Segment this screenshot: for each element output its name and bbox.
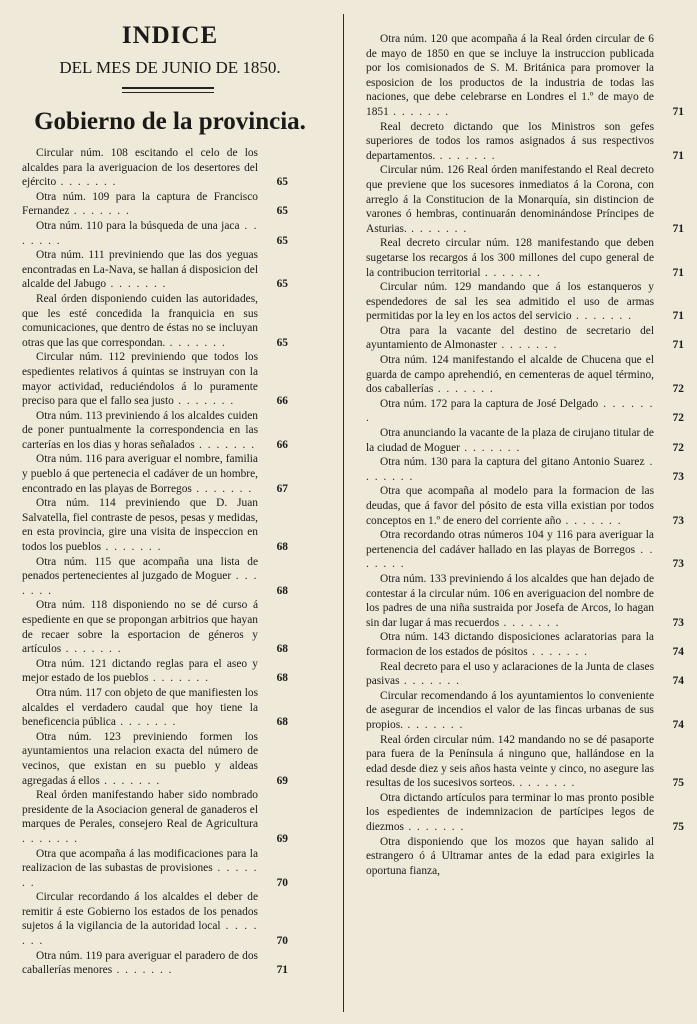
leader-dots: . . . . . . . bbox=[56, 176, 118, 189]
leader-dots: . . . . . . . bbox=[480, 266, 542, 279]
leader-dots: . . . . . . . bbox=[459, 441, 521, 454]
leader-dots: . . . . . . . bbox=[571, 310, 633, 323]
index-entry bbox=[22, 146, 288, 190]
entry-text: Otra para la vacante del destino de secretario del ayuntamiento de Almonaster bbox=[366, 324, 654, 352]
index-entry bbox=[366, 120, 684, 164]
page-number: 72 bbox=[672, 412, 684, 425]
page-number: 70 bbox=[276, 935, 288, 948]
index-entry bbox=[366, 163, 684, 236]
entry-text: Real órden disponiendo cuiden las autoridades, que les esté concedida la franquicia en sus comunicaciones, que dentro de éstas no se incluyan otras que las que correspondan. bbox=[22, 292, 258, 349]
index-entry bbox=[22, 219, 288, 248]
leader-dots: . . . . . . . bbox=[101, 541, 162, 554]
entry-text: Otra núm. 117 con objeto de que manifiesten los alcaldes el verdadero caudal que hoy tiene la beneficencia pública bbox=[22, 686, 258, 729]
page-number: 74 bbox=[672, 645, 684, 658]
index-entry bbox=[22, 686, 288, 730]
index-entry bbox=[366, 572, 684, 630]
leader-dots: . . . . . . . bbox=[191, 482, 253, 495]
index-entry bbox=[366, 353, 684, 397]
leader-dots: . . . . . . . bbox=[115, 716, 177, 729]
entry-text: Circular núm. 126 Real órden manifestando el Real decreto que previene que los sucesores inmediatos á la Corona, con arreglo á la Constitucion de la Monarquía, sin distincion de varones ó hembras, continuarán denominándose Príncipes de Asturias. bbox=[366, 164, 654, 235]
entry-text: Otra núm. 123 previniendo formen los ayuntamientos una relacion exacta del número de vecinos, que existan en su pueblo y aldeas agregadas á ellos bbox=[22, 730, 258, 787]
entry-text: Real decreto para el uso y aclaraciones de la Junta de clases pasivas bbox=[366, 660, 654, 688]
page-number: 74 bbox=[672, 675, 684, 688]
leader-dots: . . . . . . . bbox=[366, 456, 654, 483]
entry-text: Otra dictando artículos para terminar lo mas pronto posible los espedientes de indemnizacion de partícipes legos de diezmos bbox=[366, 791, 654, 834]
entry-text: Circular recomendando á los ayuntamientos lo conveniente de asegurar de incendios el valor de las fincas urbanas de sus propios. bbox=[366, 689, 654, 731]
index-entry bbox=[22, 847, 288, 891]
page-number: 70 bbox=[276, 876, 288, 889]
leader-dots: . . . . . . . bbox=[403, 718, 464, 731]
index-entry bbox=[366, 660, 684, 689]
leader-dots: . . . . . . . bbox=[399, 675, 461, 688]
page-number: 72 bbox=[672, 383, 684, 396]
page-number: 67 bbox=[276, 482, 288, 495]
page-number: 68 bbox=[276, 672, 288, 685]
index-entry bbox=[22, 555, 288, 599]
title-rule bbox=[122, 87, 214, 93]
entry-text: Circular recordando á los alcaldes el deber de remitir á este Gobierno los estados de los penados sujetos á la vigilancia de la autoridad local bbox=[22, 891, 258, 933]
page-number: 73 bbox=[672, 558, 684, 571]
entry-text: Otra núm. 172 para la captura de José Delgado bbox=[380, 397, 599, 410]
entry-text: Real decreto circular núm. 128 manifestando que deben sugetarse los recargos á los 300 millones del cupo general de la contribucion territorial bbox=[366, 237, 654, 279]
index-entry bbox=[22, 350, 288, 408]
index-entry bbox=[22, 890, 288, 948]
index-subtitle: DEL MES DE JUNIO DE 1850. bbox=[59, 58, 281, 77]
index-entry bbox=[22, 657, 288, 686]
page-number: 73 bbox=[672, 616, 684, 629]
leader-dots: . . . . . . . bbox=[112, 964, 174, 977]
index-entry bbox=[366, 324, 684, 353]
column-divider bbox=[343, 14, 344, 1012]
entry-text: Otra que acompaña al modelo para la formacion de las deudas, que á favor del pósito de esta villa existian por todos conceptos en 1.º de enero del corriente año bbox=[366, 485, 654, 527]
page-number: 69 bbox=[276, 774, 288, 787]
entry-text: Circular núm. 129 mandando que á los estanqueros y espendedores de sal les sea admitido el uso de armas permitidas por la ley en los actos del servicio bbox=[366, 281, 654, 323]
page-number: 68 bbox=[276, 643, 288, 656]
page-number: 68 bbox=[276, 716, 288, 729]
index-entry bbox=[366, 426, 684, 455]
page-number: 68 bbox=[276, 584, 288, 597]
page-number: 71 bbox=[276, 964, 288, 977]
leader-dots: . . . . . . . bbox=[173, 395, 235, 408]
entry-text: Otra núm. 130 para la captura del gitano Antonio Suarez bbox=[380, 456, 645, 469]
entry-text: Otra núm. 143 dictando disposiciones aclaratorias para la formacion de los estados de pósitos bbox=[366, 631, 654, 658]
page-number: 66 bbox=[276, 395, 288, 408]
page-number: 71 bbox=[672, 339, 684, 352]
entry-text: Otra núm. 115 que acompaña una lista de penados pertenecientes al juzgado de Moguer bbox=[22, 555, 258, 583]
index-entry bbox=[22, 730, 288, 788]
leader-dots: . . . . . . . bbox=[61, 643, 123, 656]
page-number: 71 bbox=[672, 266, 684, 279]
page-number: 68 bbox=[276, 541, 288, 554]
leader-dots: . . . . . . . bbox=[22, 832, 79, 845]
leader-dots: . . . . . . . bbox=[561, 514, 623, 527]
index-title: INDICE bbox=[121, 22, 219, 49]
index-entry bbox=[22, 248, 288, 292]
entry-text: Otra núm. 113 previniendo á los alcaldes cuiden de poner puntualmente la correspondencia en las carterías en los dias y horas señalados bbox=[22, 409, 258, 451]
page-number: 69 bbox=[276, 832, 288, 845]
leader-dots: . . . . . . . bbox=[499, 616, 561, 629]
leader-dots: . . . . . . . bbox=[99, 774, 161, 787]
entry-text: Otra núm. 119 para averiguar el paradero de dos caballerías menores bbox=[22, 949, 258, 977]
entry-text: Otra anunciando la vacante de la plaza de cirujano titular de la ciudad de Moguer bbox=[366, 427, 654, 454]
page-number: 73 bbox=[672, 470, 684, 483]
leader-dots: . . . . . . . bbox=[388, 105, 450, 118]
entry-text: Otra núm. 109 para la captura de Francisco Fernandez bbox=[22, 190, 258, 218]
index-entry bbox=[366, 791, 684, 835]
entry-text: Otra núm. 121 dictando reglas para el aseo y mejor estado de los pueblos bbox=[22, 657, 258, 685]
page-number: 71 bbox=[672, 310, 684, 323]
index-entry bbox=[366, 280, 684, 324]
leader-dots: . . . . . . . bbox=[165, 336, 227, 349]
entry-text: Otra núm. 133 previniendo á los alcaldes que han dejado de contestar á la circular núm. 106 en averiguacion del nombre de los padres de una niña sustraida por Josefa de Arcos, lo hagan sin dar lugar á mas recuerdos bbox=[366, 572, 654, 629]
leader-dots: . . . . . . . bbox=[22, 219, 258, 247]
leader-dots: . . . . . . . bbox=[106, 278, 168, 291]
entry-text: Otra núm. 111 previniendo que las dos yeguas encontradas en La-Nava, se hallan á disposicion del alcalde del Jabugo bbox=[22, 249, 258, 291]
entry-text: Real órden circular núm. 142 mandando no se dé pasaporte para fuera de la Península á ninguno que, hallándose en la edad desde diez y seis años hasta veinte y cinco, no asegure las resultas de los sucesivos sorteos. bbox=[366, 733, 654, 790]
page-number: 65 bbox=[276, 205, 288, 218]
entry-text: Circular núm. 112 previniendo que todos los espedientes relativos á quintas se instruyan con la mayor actividad, reduciéndolos á lo puramente preciso para que el fallo sea justo bbox=[22, 351, 258, 408]
index-entry bbox=[366, 32, 684, 120]
page-number: 71 bbox=[672, 222, 684, 235]
entry-text: Otra núm. 124 manifestando el alcalde de Chucena que el guarda de campo aprehendió, en cementeras de aquel término, dos caballerías bbox=[366, 354, 654, 396]
leader-dots: . . . . . . . bbox=[69, 205, 131, 218]
index-entry bbox=[22, 292, 288, 350]
page-number: 65 bbox=[276, 234, 288, 247]
index-entry bbox=[22, 496, 288, 554]
leader-dots: . . . . . . . bbox=[366, 397, 655, 425]
leader-dots: . . . . . . . bbox=[194, 438, 256, 451]
index-entry bbox=[22, 788, 288, 846]
page-number: 65 bbox=[276, 336, 288, 349]
leader-dots: . . . . . . . bbox=[22, 862, 258, 889]
entry-text: Otra núm. 120 que acompaña á la Real órden circular de 6 de mayo de 1850 en que se incluye la instruccion publicada por los comisionados de S. M. Británica para promover la esposicion de los productos de la industria de todas las naciones, que debe celebrarse en Londres el 1.º de mayo de 1851 bbox=[366, 33, 654, 118]
index-entry bbox=[366, 630, 684, 659]
page-number: 66 bbox=[276, 438, 288, 451]
entry-text: Otra núm. 118 disponiendo no se dé curso á espediente en que se propongan arbitrios que hayan de recaer sobre la esportacion de géneros y artículos bbox=[22, 599, 258, 656]
entry-text: Real decreto dictando que los Ministros son gefes superiores de todos los ramos asignados á sus respectivos departamentos. bbox=[366, 120, 654, 162]
page-number: 72 bbox=[672, 441, 684, 454]
leader-dots: . . . . . . . bbox=[366, 543, 654, 571]
index-entry bbox=[366, 236, 684, 280]
index-entry bbox=[22, 190, 288, 219]
index-entry bbox=[22, 949, 288, 978]
index-entry bbox=[366, 484, 684, 528]
leader-dots: . . . . . . . bbox=[433, 383, 495, 396]
index-entry bbox=[366, 528, 684, 572]
page-number: 75 bbox=[672, 777, 684, 790]
entry-text: Otra que acompaña á las modificaciones para la realizacion de las subastas de provisiones bbox=[22, 847, 258, 875]
page-number: 71 bbox=[672, 105, 684, 118]
index-entry bbox=[366, 733, 684, 791]
page-number: 65 bbox=[276, 278, 288, 291]
index-entry bbox=[366, 397, 684, 426]
leader-dots: . . . . . . . bbox=[22, 920, 259, 948]
page-number: 74 bbox=[672, 718, 684, 731]
leader-dots: . . . . . . . bbox=[527, 645, 589, 658]
entry-text: Real órden manifestando haber sido nombrado presidente de la Asociacion general de ganaderos el marques de Perales, consejero Real de Agricultura bbox=[22, 789, 258, 831]
index-entry bbox=[22, 598, 288, 656]
index-entry bbox=[366, 835, 684, 879]
leader-dots: . . . . . . . bbox=[148, 672, 210, 685]
entry-text: Otra núm. 110 para la búsqueda de una jaca bbox=[36, 219, 240, 232]
section-title: Gobierno de la provincia. bbox=[34, 108, 306, 135]
entry-text: Otra recordando otras números 104 y 116 para averiguar la pertenencia del cadáver hallado en las playas de Borregos bbox=[366, 529, 654, 556]
index-entry bbox=[366, 455, 684, 484]
entry-text: Otra núm. 116 para averiguar el nombre, familia y pueblo á que pertenecia el cadáver de un hombre, encontrado en las playas de Borregos bbox=[22, 453, 258, 495]
leader-dots: . . . . . . . bbox=[496, 339, 558, 352]
page-number: 75 bbox=[672, 821, 684, 834]
entry-text: Circular núm. 108 escitando el celo de los alcaldes para la averiguacion de los desertores del ejército bbox=[22, 147, 258, 189]
index-entry bbox=[22, 452, 288, 496]
entry-text: Otra núm. 114 previniendo que D. Juan Salvatella, fiel contraste de pesos, pesas y medidas, en esta provincia, gire una visita de inspeccion en todos los pueblos bbox=[22, 497, 258, 554]
right-column bbox=[366, 32, 684, 878]
leader-dots: . . . . . . . bbox=[403, 821, 465, 834]
leader-dots: . . . . . . . bbox=[435, 149, 497, 162]
index-entry bbox=[366, 689, 684, 733]
leader-dots: . . . . . . . bbox=[515, 777, 576, 790]
index-entry bbox=[22, 409, 288, 453]
page-number: 73 bbox=[672, 514, 684, 527]
entry-text: Otra disponiendo que los mozos que hayan salido al estrangero ó á Ultramar antes de la edad para exigirles la oportuna fianza, bbox=[366, 835, 654, 877]
leader-dots: . . . . . . . bbox=[406, 222, 468, 235]
page-number: 65 bbox=[276, 176, 288, 189]
leader-dots: . . . . . . . bbox=[22, 570, 259, 597]
left-column bbox=[22, 146, 288, 978]
page-number: 71 bbox=[672, 149, 684, 162]
